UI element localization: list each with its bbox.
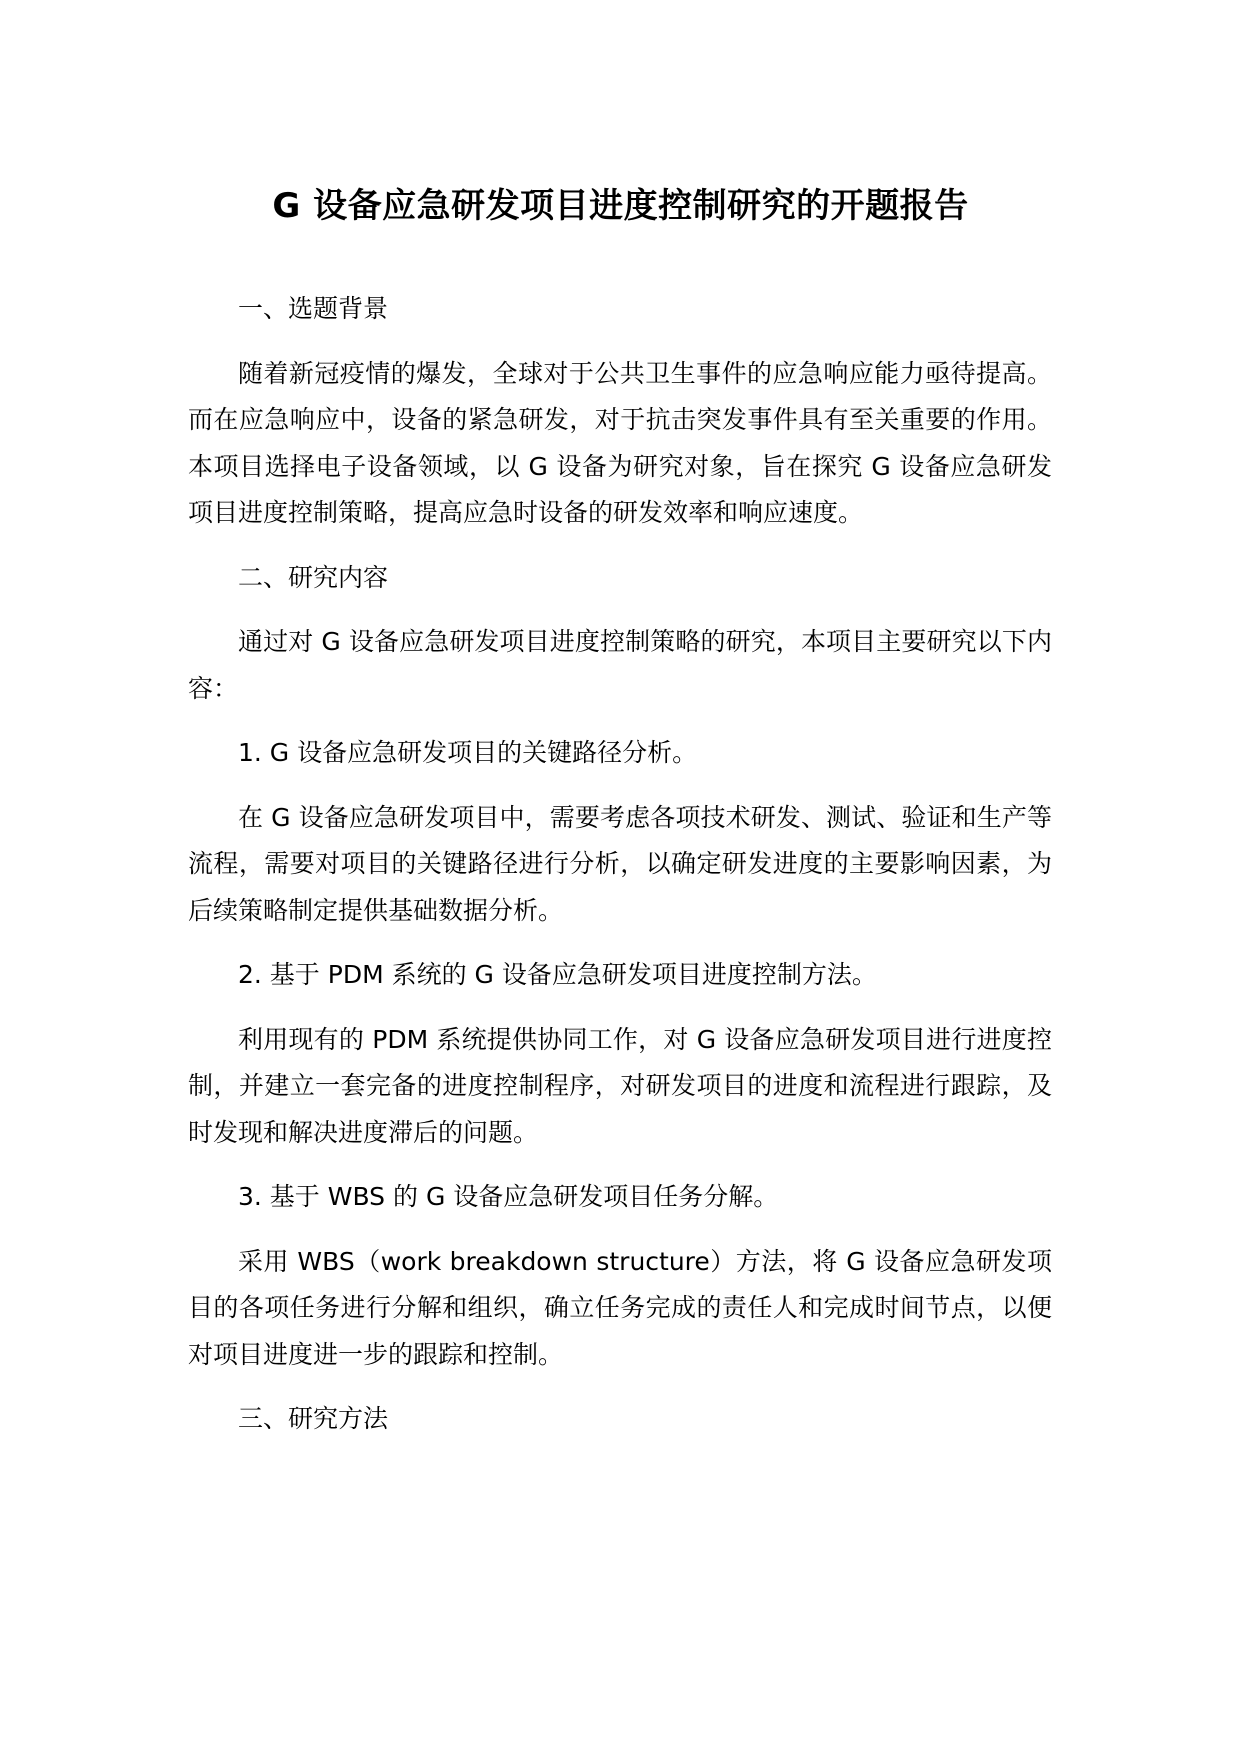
paragraph-background: 随着新冠疫情的爆发，全球对于公共卫生事件的应急响应能力亟待提高。而在应急响应中，设备的紧急研发，对于抗击突发事件具有至关重要的作用。本项目选择电子设备领域，以 G 设备为研究对象，旨在探究 G 设备应急研发项目进度控制策略，提高应急时设备的研发效率和响应速度。 [188, 358, 1052, 527]
document-title: G 设备应急研发项目进度控制研究的开题报告 [272, 186, 969, 226]
section-heading-method: 三、研究方法 [238, 1404, 389, 1433]
section-heading-background: 一、选题背景 [238, 294, 389, 323]
list-item-3-body: 采用 WBS（work breakdown structure）方法，将 G 设备应急研发项目的各项任务进行分解和组织，确立任务完成的责任人和完成时间节点，以便对项目进度进一步的跟踪和控制。 [188, 1246, 1052, 1369]
list-item-1-title: 1. G 设备应急研发项目的关键路径分析。 [238, 738, 698, 767]
section-heading-content: 二、研究内容 [238, 562, 389, 592]
list-item-2-body: 利用现有的 PDM 系统提供协同工作，对 G 设备应急研发项目进行进度控制，并建立一套完备的进度控制程序，对研发项目的进度和流程进行跟踪，及时发现和解决进度滞后的问题。 [188, 1024, 1052, 1147]
paragraph-content-intro: 通过对 G 设备应急研发项目进度控制策略的研究，本项目主要研究以下内容： [188, 627, 1052, 703]
document-body [188, 286, 1052, 1461]
list-item-3-title: 3. 基于 WBS 的 G 设备应急研发项目任务分解。 [238, 1182, 779, 1211]
list-item-2-title: 2. 基于 PDM 系统的 G 设备应急研发项目进度控制方法。 [238, 960, 877, 989]
list-item-1-body: 在 G 设备应急研发项目中，需要考虑各项技术研发、测试、验证和生产等流程，需要对项目的关键路径进行分析，以确定研发进度的主要影响因素，为后续策略制定提供基础数据分析。 [188, 802, 1052, 925]
